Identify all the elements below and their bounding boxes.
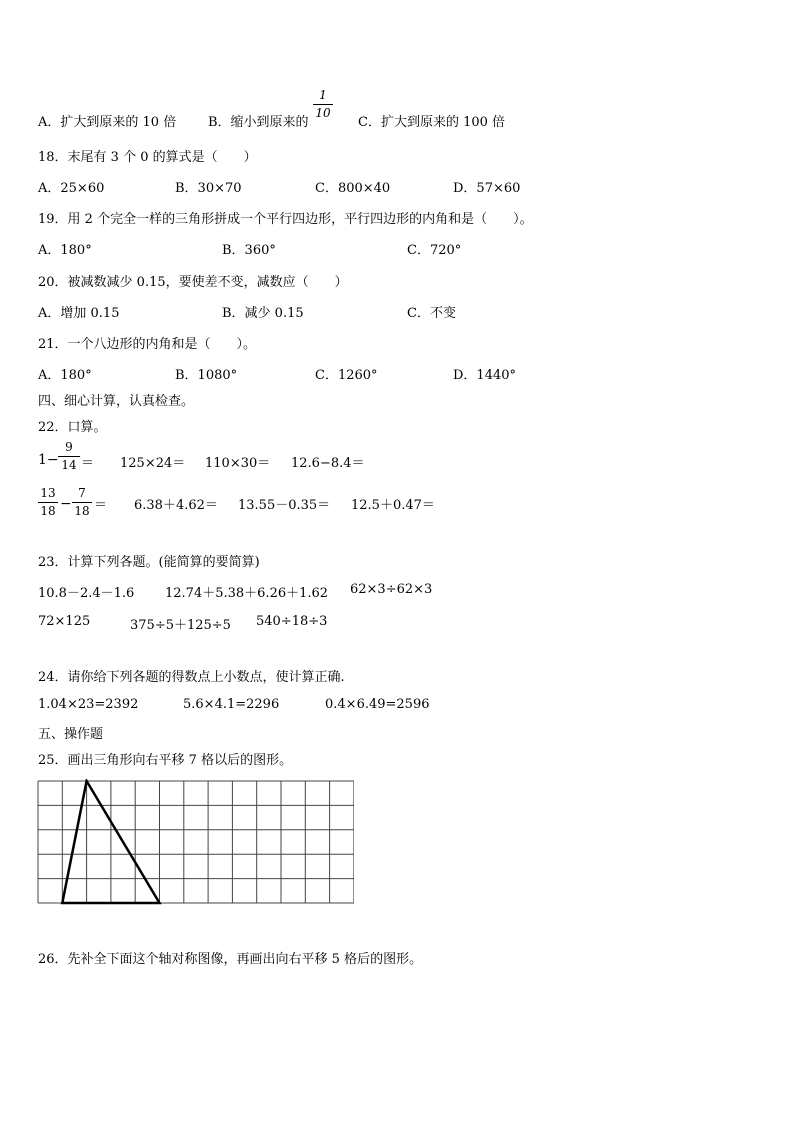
fraction-numerator: 13 [40,486,56,500]
q22-r2-item-3: 12.5＋0.47＝ [351,498,435,513]
q23-r1-item-2: 12.74＋5.38＋6.26＋1.62 [165,586,329,601]
q24-item-2: 5.6×4.1=2296 [183,697,280,712]
q23-r1-item-3: 62×3÷62×3 [350,582,433,597]
q22-r2-item-1: 6.38＋4.62＝ [134,498,218,513]
q26-question: 26．先补全下面这个轴对称图像，再画出向右平移 5 格后的图形。 [38,952,423,967]
q17-option-b: B．缩小到原来的 [208,115,309,130]
q20-option-c: C．不变 [407,306,456,321]
fraction-bar [313,104,333,105]
fraction-denominator: 10 [315,106,331,120]
q22-r2-item-2: 13.55－0.35＝ [238,498,331,513]
fraction-bar [58,456,80,457]
q22-r1-item-3: 12.6−8.4＝ [291,456,365,471]
q18-question: 18．末尾有 3 个 0 的算式是（ ） [38,150,257,165]
q20-option-b: B．减少 0.15 [222,306,304,321]
q23-question: 23．计算下列各题。(能简算的要简算) [38,555,260,570]
q22-question: 22．口算。 [38,420,107,435]
q22-r1-fraction [58,440,80,473]
q20-question: 20．被减数减少 0.15，要使差不变，减数应（ ） [38,275,348,290]
q24-item-3: 0.4×6.49=2596 [325,697,430,712]
q22-r2-equals: ＝ [94,498,108,513]
q25-question: 25．画出三角形向右平移 7 格以后的图形。 [38,753,293,768]
fraction-bar [72,502,92,503]
q21-option-a: A．180° [38,368,92,383]
q24-question: 24．请你给下列各题的得数点上小数点，使计算正确. [38,670,345,685]
q22-r2-minus: − [60,496,72,512]
q21-option-b: B．1080° [175,368,238,383]
fraction-numerator: 1 [319,88,327,102]
q18-option-c: C．800×40 [315,181,391,196]
q22-r1-item-1: 125×24＝ [120,456,186,471]
q21-option-c: C．1260° [315,368,378,383]
section-4-heading: 四、细心计算，认真检查。 [38,394,195,409]
q22-r2-fraction-1 [38,486,58,519]
fraction-bar [38,502,58,503]
q23-r2-item-2: 375÷5＋125÷5 [130,618,231,633]
q24-item-1: 1.04×23=2392 [38,697,139,712]
q17-option-a: A．扩大到原来的 10 倍 [38,115,177,130]
q21-option-d: D．1440° [453,368,517,383]
q22-r2-fraction-2 [72,486,92,519]
section-5-heading: 五、操作题 [38,727,104,742]
q21-question: 21．一个八边形的内角和是（ ）。 [38,337,257,352]
q19-option-b: B．360° [222,243,276,258]
q23-r2-item-1: 72×125 [38,614,91,629]
q17-option-b-fraction [313,88,333,121]
fraction-numerator: 7 [78,486,86,500]
q22-r1-prefix: 1− [38,452,59,468]
q22-r1-item-2: 110×30＝ [205,456,271,471]
fraction-denominator: 18 [40,504,56,518]
q19-option-c: C．720° [407,243,462,258]
fraction-denominator: 18 [74,504,90,518]
q19-question: 19．用 2 个完全一样的三角形拼成一个平行四边形，平行四边形的内角和是（ ）。 [38,212,533,227]
q19-option-a: A．180° [38,243,92,258]
q18-option-a: A．25×60 [38,181,105,196]
q23-r1-item-1: 10.8－2.4－1.6 [38,586,135,601]
fraction-denominator: 14 [61,458,77,472]
q17-option-c: C．扩大到原来的 100 倍 [358,115,506,130]
q20-option-a: A．增加 0.15 [38,306,120,321]
q18-option-b: B．30×70 [175,181,242,196]
q25-grid-figure [36,779,354,931]
q18-option-d: D．57×60 [453,181,521,196]
q23-r2-item-3: 540÷18÷3 [256,614,328,629]
fraction-numerator: 9 [65,440,73,454]
q22-r1-equals: ＝ [81,456,95,471]
